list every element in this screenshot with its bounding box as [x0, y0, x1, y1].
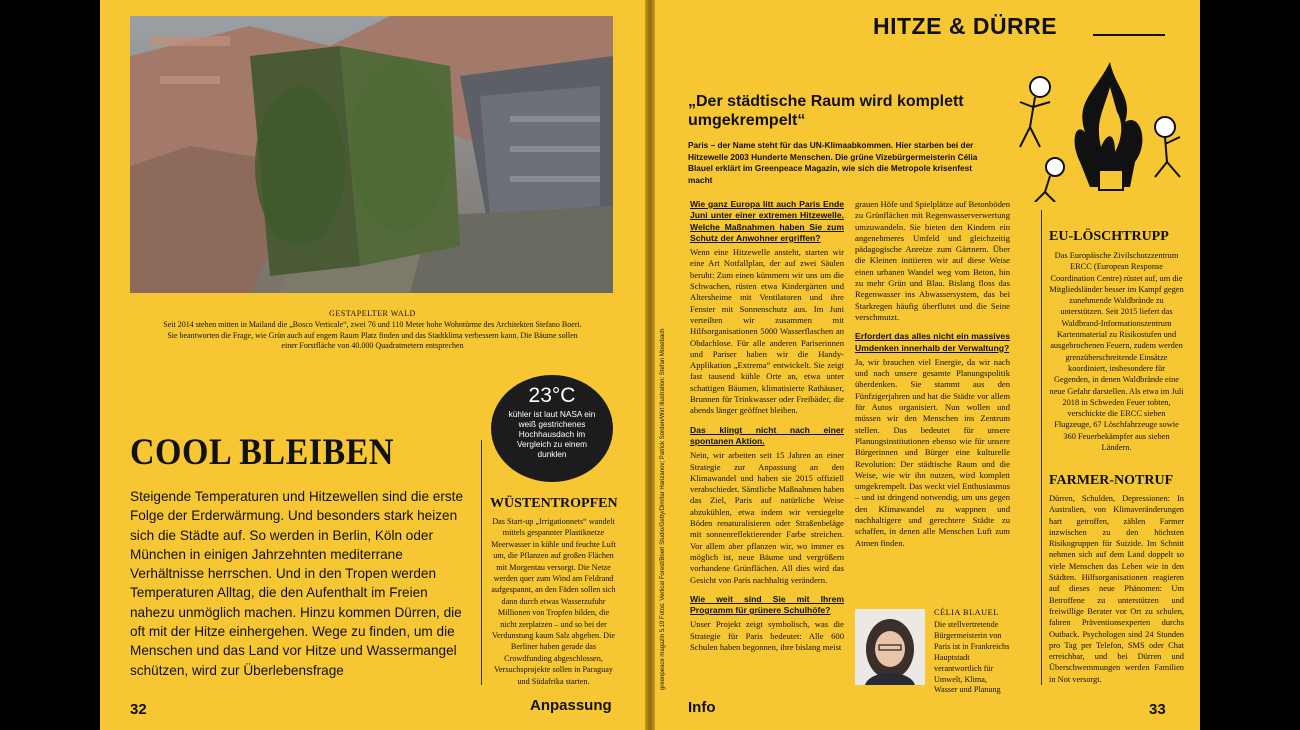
right-page — [655, 0, 1200, 730]
interview-lead: Paris – der Name steht für das UN-Klimaabkommen. Hier starben bei der Hitzewelle 2003 Hunderte Menschen. Die grüne Vizebürgermeisterin Célia Blauel erklärt im Greenpeace Magazin, wie sich die Metropole krisenfest macht — [688, 140, 978, 185]
interview-question: Wie weit sind Sie mit Ihrem Programm für grünere Schulhöfe? — [690, 593, 844, 616]
portrait-photo — [855, 609, 925, 685]
photo-caption: Seit 2014 stehen mitten in Mailand die „Bosco Verticale“, zwei 76 und 110 Meter hohe Wohntürme des Architekten Stefano Boeri. Sie beantworten die Frage, wie Grün auch auf engem Raum Platz finden und das Stadtklima verbessern kann. Die Bäume sollen einer Forstfläche von 40.000 Quadratmetern entsprechen — [163, 320, 582, 350]
portrait-caption: Die stellvertretende Bürgermeisterin von Paris ist in Frankreichs Hauptstadt verantwortlich für Umwelt, Klima, Wasser und Planung — [934, 620, 1010, 695]
sidebar-eu-text: Das Europäische Zivilschutzzentrum ERCC (European Response Coordination Centre) rüstet auf, um die Mitgliedsländer besser im Kampf gegen zunehmende Waldbrände zu unterstützen. Seit 2015 liefert das Waldbrand-Informationszentrum Kartenmaterial zu Risikostufen und ausgebrochenen Feuern, zudem werden grenzüberschreitende Einsätze koordiniert, insbesondere für Gegenden, in denen Waldbrände eine neue Gefahr darstellen. Als etwa im Juli 2018 in Schweden Feuer tobten, verschickte die ERCC sieben Flugzeuge, 67 Löschfahrzeuge sowie 360 Feuerbekämpfer aus sieben Ländern. — [1049, 251, 1184, 453]
header-rule — [1093, 34, 1165, 36]
interview-column-1 — [690, 199, 844, 656]
interview-answer: Ja, wir brauchen viel Energie, da wir nach und nach unsere gesamte Planungspolitik überdenken. Sie stammt aus den Fünfzigerjahren und hat die Städte vor allem für Autos organisiert. Nun wollen und müssen wir den Menschen ins Zentrum stellen. Das bedeutet für unsere Planungsinstitutionen ebenso wie für unsere Bürgerinnen und Bürger eine kulturelle Revolution: Der städtische Raum und die Weise, wie wir ihn nutzen, wird komplett umgekrempelt. Das weckt viel Enthusiasmus – und ist dringend notwendig, um uns gegen den Klimawandel zu wappnen und nachhaltigere und gerechtere Städte zu schaffen, in denen alle Menschen Luft zum Atmen finden. — [855, 356, 1010, 548]
interview-question: Wie ganz Europa litt auch Paris Ende Juni unter einer extremen Hitzewelle. Welche Maßnahmen haben Sie zum Schutz der Anwohner ergriffen? — [690, 199, 844, 243]
interview-answer: Nein, wir arbeiten seit 15 Jahren an einer Strategie zur Anpassung an den Klimawandel und haben sie 2015 offiziell verabschiedet. Sämtliche Maßnahmen haben das Ziel, Paris auf natürliche Weise abzukühlen, etwa indem wir versiegelte Böden renaturalisieren oder Straßenbeläge mit sonnenreflektierender Farbe streichen. Vor allem aber pflanzen wir, wo immer es möglich ist, neue Bäume und vergrößern vorhandene Grünflächen. All dies wird das Gesicht von Paris nachhaltig verändern. — [690, 450, 844, 585]
avatar — [855, 609, 925, 685]
interview-column-2 — [855, 199, 1010, 552]
fire-bucket-icon — [1015, 52, 1190, 202]
page-number-left: 32 — [130, 701, 147, 718]
sidebar-eu-heading: EU-LÖSCHTRUPP — [1049, 229, 1169, 244]
section-label-right: Info — [688, 699, 716, 716]
section-label-left: Anpassung — [530, 697, 612, 714]
portrait-name: CÉLIA BLAUEL — [934, 608, 999, 617]
badge-text: kühler ist laut NASA ein weiß gestrichenes Hochhausdach im Vergleich zu einem dunklen — [508, 409, 596, 459]
left-page — [100, 0, 645, 730]
page-gutter — [645, 0, 655, 730]
vertical-credit: greenpeace magazin 5.19 Fotos: Vertical Forest/Boeri Studio/Getty/Dimitar Harizanov; Patrick Sorden/Wirt Illustration: Stefan Mosebach — [660, 328, 666, 690]
temperature-badge — [491, 375, 613, 482]
interview-answer: Unser Projekt zeigt symbolisch, was die Strategie für Paris bedeutet: Alle 600 Schulen haben begonnen, ihre bislang meist — [690, 619, 844, 652]
sidebar-text: Das Start-up „Irrigationnets“ wandelt mittels gespannter Plastiknetze Meerwasser in kühle und feuchte Luft um, die Pflanzen auf großen Flächen mit Morgentau versorgt. Die Netze werden quer zum Wind am Feldrand aufgespannt, an den Fäden sollen sich dann durch etwas Wasserzufuhr Millionen von Tropfen bilden, die nicht zerplatzen – und so bei der Verdunstung kaum Salz abgeben. Die Berliner haben gerade das Crowdfunding abgeschlossen, Versuchsprojekte sollen in Paraguay und Südafrika starten. — [491, 517, 616, 686]
interview-answer: Wenn eine Hitzewelle ansteht, starten wir eine Art Notfallplan, der auf zwei Säulen beruht: Zum einen kümmern wir uns um die Schwachen, rüsten etwa Kindergärten und Altersheime mit Ventilatoren und ihre Fenster mit Sonnenschutz aus. Im Juni verteilten wir zusammen mit Hilfsorganisationen 5000 Wasserflaschen an Obdachlose. Für alle anderen Pariserinnen und Pariser haben wir die Handy-Applikation „Extrema“ entwickelt. Sie zeigt fast tausend kühle Orte an, etwa unter schattigen Bäumen, klimatisierte Rathäuser, Brunnen für Trinkwasser oder Freibäder, die abends länger geöffnet bleiben. — [690, 247, 844, 416]
interview-question: Erfordert das alles nicht ein massives Umdenken innerhalb der Verwaltung? — [855, 331, 1010, 353]
sidebar-farmer-text: Dürren, Schulden, Depressionen: In Australien, von Klimaveränderungen hart getroffen, zählen Farmer inzwischen zu den höchsten Risikogruppen für Suizide. Im Schnitt nehmen sich auf dem Land doppelt so viele Menschen das Leben wie in den Städten. Hilfsorganisationen reagieren auf dieses neue Phänomen: Um Betroffene zu unterstützen und freiwillige Berater vor Ort zu schulen, fahren Präventionsexperten durchs Outback. Psychologen sind 24 Stunden pro Tag per Telefon, SMS oder Chat erreichbar, und bei Dürren und Überschwemmungen werden Familien in Not versorgt. — [1049, 494, 1184, 684]
intro-text: Steigende Temperaturen und Hitzewellen sind die erste Folge der Erderwärmung. Und besonders stark heizen sich die Städte auf. So werden in Berlin, Köln oder München in einigen Jahrzehnten mediterrane Verhältnisse herrschen. Und in den Tropen werden Temperaturen Alltag, die den Aufenthalt im Freien nahezu unmöglich machen. Hinzu kommen Dürren, die oft mit der Hitze einhergehen. Wege zu finden, um die Menschen und das Land vor Hitze und Wassermangel schützen, wird zur Überlebensfrage — [130, 489, 463, 678]
sidebar-heading: WÜSTENTROPFEN — [490, 496, 618, 511]
interview-answer: grauen Höfe und Spielplätze auf Betonböden zu Grünflächen mit Regenwasserverwertung umzuwandeln. Sie bieten den Kindern ein angenehmeres Umfeld und gleichzeitig pädagogische Anreize zum Gärtnern. Über die Kleinen initiieren wir auf diese Weise einen urbanen Wandel weg vom Beton, hin zu mehr Grün und Blau. Bislang floss das Regenwasser ins Abwassersystem, das bei Starkregen häufig überflutet und die Seine verschmutzt. — [855, 199, 1010, 322]
sidebar-rule — [481, 440, 482, 685]
page-number-right: 33 — [1149, 701, 1166, 718]
page-header: HITZE & DÜRRE — [873, 13, 1058, 39]
interview-question: Das klingt nicht nach einer spontanen Aktion. — [690, 424, 844, 446]
fire-illustration — [1015, 52, 1190, 202]
headline: COOL BLEIBEN — [130, 432, 394, 473]
city-aerial-image — [130, 16, 613, 293]
interview-title: „Der städtische Raum wird komplett umgekrempelt“ — [688, 93, 964, 129]
sidebar-rule-right — [1041, 210, 1042, 685]
vertical-forest-photo — [130, 16, 613, 293]
photo-caption-title: GESTAPELTER WALD — [329, 309, 416, 318]
badge-temperature: 23°C — [528, 384, 576, 407]
sidebar-farmer-heading: FARMER-NOTRUF — [1049, 473, 1174, 488]
